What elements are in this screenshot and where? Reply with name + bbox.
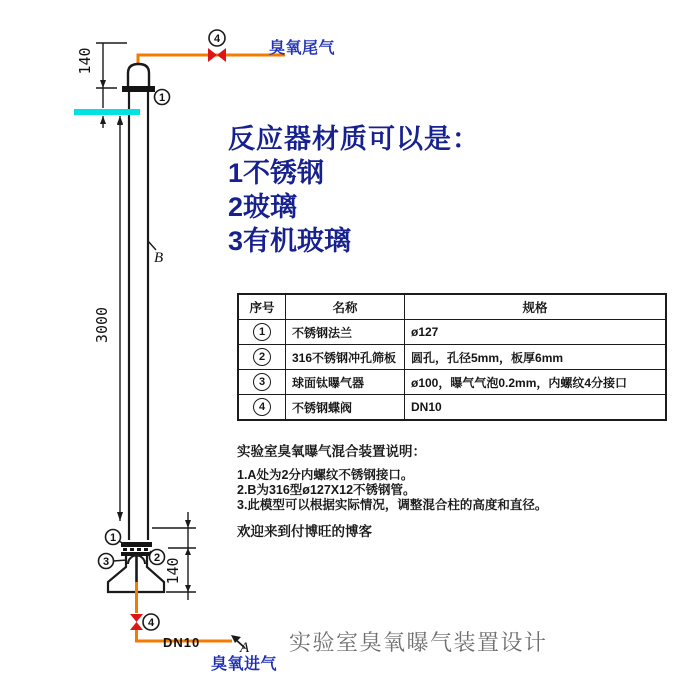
part-spec: 圆孔，孔径5mm，板厚6mm: [405, 345, 667, 370]
dimension-column-3000: [93, 116, 123, 521]
table-row: [238, 370, 666, 395]
aerator-dome: [128, 556, 145, 583]
sheet-title: 实验室臭氧曝气装置设计: [289, 630, 548, 655]
inlet-valve-icon: [130, 614, 143, 630]
pipe-point-b-label: B: [154, 250, 164, 266]
header-name: 名称: [286, 294, 405, 320]
liquid-level-marker: [74, 109, 140, 115]
callout-top-flange: [155, 90, 170, 105]
part-spec: ø100，曝气气泡0.2mm，内螺纹4分接口: [405, 370, 667, 395]
annotation-option: 1不锈钢: [228, 158, 325, 188]
row-number-badge: 2: [253, 348, 271, 366]
header-spec: 规格: [405, 294, 667, 320]
callout-outlet-valve: [209, 30, 225, 46]
callout-aerator-number: 3: [102, 556, 110, 568]
row-number-badge: 3: [253, 373, 271, 391]
table-header-row: [238, 294, 666, 320]
callout-bottom-flange-number: 1: [109, 532, 117, 544]
column-body: [128, 64, 149, 540]
part-spec: ø127: [405, 320, 667, 345]
parts-spec-table: [237, 293, 667, 421]
callout-screen-plate-number: 2: [153, 552, 161, 564]
callout-inlet-valve-number: 4: [147, 617, 155, 629]
note-item: 3.此模型可以根据实际情况，调整混合柱的高度和直径。: [237, 498, 548, 512]
part-name: 不锈钢蝶阀: [286, 395, 405, 421]
callout-top-flange-number: 1: [158, 92, 166, 104]
outlet-valve-icon: [208, 48, 226, 62]
dim-column-value: 3000: [93, 306, 111, 344]
annotation-option: 3有机玻璃: [228, 226, 352, 256]
bottom-flange: [121, 542, 152, 556]
callout-screen-plate: [150, 550, 165, 565]
table-row: [238, 345, 666, 370]
top-flange: [122, 86, 155, 92]
inlet-point-a-label: A: [240, 640, 250, 656]
table-row: [238, 395, 666, 421]
pipe-point-b: [148, 241, 163, 266]
part-spec: DN10: [405, 395, 667, 421]
dim-bottom-value: 140: [164, 557, 182, 585]
header-seq: 序号: [238, 294, 286, 320]
note-item: 1.A处为2分内螺纹不锈钢接口。: [237, 468, 414, 482]
annotation-heading: 反应器材质可以是：: [228, 124, 480, 154]
callout-inlet-valve: [143, 614, 159, 630]
part-name: 球面钛曝气器: [286, 370, 405, 395]
dimension-top-140: [76, 43, 127, 128]
blog-watermark: 欢迎来到付博旺的博客: [237, 524, 372, 539]
part-name: 316不锈钢冲孔筛板: [286, 345, 405, 370]
notes-heading: 实验室臭氧曝气混合装置说明：: [237, 444, 426, 459]
row-number-badge: 4: [253, 398, 271, 416]
outlet-pipe-label: 臭氧尾气: [269, 40, 336, 57]
device-notes: [237, 440, 667, 513]
callout-bottom-flange: [106, 530, 128, 547]
row-number-badge: 1: [253, 323, 271, 341]
note-item: 2.B为316型ø127X12不锈钢管。: [237, 483, 416, 497]
part-name: 不锈钢法兰: [286, 320, 405, 345]
pipe-size-label: DN10: [163, 635, 201, 650]
callout-outlet-valve-number: 4: [213, 33, 221, 45]
annotation-option: 2玻璃: [228, 192, 298, 222]
table-row: [238, 320, 666, 345]
dim-top-value: 140: [76, 47, 94, 75]
inlet-pipe-label: 臭氧进气: [211, 656, 278, 673]
reactor-material-annotation: [228, 122, 480, 258]
